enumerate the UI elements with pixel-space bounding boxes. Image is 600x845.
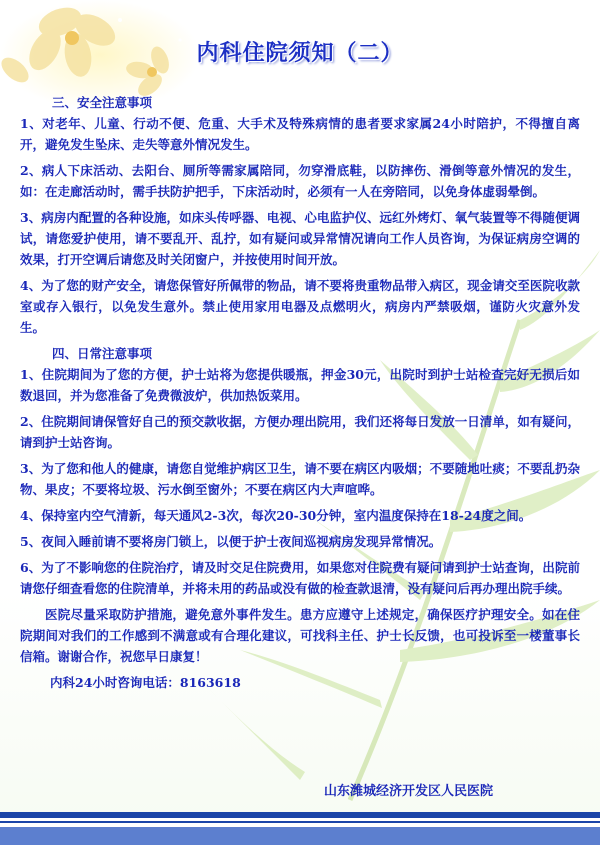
daily-section xyxy=(20,343,580,599)
list-item: 3、病房内配置的各种设施，如床头传呼器、电视、心电监护仪、远红外烤灯、氧气装置等不得随便调试，请您爱护使用，请不要乱开、乱拧，如有疑问或异常情况请向工作人员咨询，为保证病房空调的效果，打开空调后请您及时关闭窗户，并按使用时间开放。 xyxy=(20,210,580,267)
safety-section xyxy=(20,92,580,338)
section-heading: 三、安全注意事项 xyxy=(52,95,153,110)
list-item: 1、住院期间为了您的方便，护士站将为您提供暖瓶，押金30元，出院时到护士站检查完好无损后如数退回，并为您准备了免费微波炉，供加热饭菜用。 xyxy=(20,367,580,403)
notice-content xyxy=(20,92,580,693)
hospital-name: 山东潍城经济开发区人民医院 xyxy=(324,784,494,799)
list-item: 4、为了您的财产安全，请您保管好所佩带的物品，请不要将贵重物品带入病区，现金请交至医院收款室或存入银行，以免发生意外。禁止使用家用电器及点燃明火，病房内严禁吸烟，谨防火灾意外发生。 xyxy=(20,278,580,335)
list-item: 5、夜间入睡前请不要将房门锁上，以便于护士夜间巡视病房发现异常情况。 xyxy=(20,534,442,549)
closing-paragraph: 医院尽量采取防护措施，避免意外事件发生。患方应遵守上述规定，确保医疗护理安全。如在住院期间对我们的工作感到不满意或有合理化建议，可找科主任、护士长反馈，也可投诉至一楼董事长信箱。谢谢合作，祝您早日康复！ xyxy=(20,607,580,664)
list-item: 6、为了不影响您的住院治疗，请及时交足住院费用，如果您对住院费有疑问请到护士站查询，出院前请您仔细查看您的住院清单，并将未用的药品或没有做的检查款退清，没有疑问后再办理出院手续。 xyxy=(20,560,580,596)
list-item: 4、保持室内空气清新，每天通风2-3次，每次20-30分钟，室内温度保持在18-24度之间。 xyxy=(20,508,532,523)
list-item: 3、为了您和他人的健康，请您自觉维护病区卫生，请不要在病区内吸烟；不要随地吐痰；不要乱扔杂物、果皮；不要将垃圾、污水倒至窗外；不要在病区内大声喧哗。 xyxy=(20,461,580,497)
list-item: 2、病人下床活动、去阳台、厕所等需家属陪同，勿穿滑底鞋，以防摔伤、滑倒等意外情况的发生，如：在走廊活动时，需手扶防护把手，下床活动时，必须有一人在旁陪同，以免身体虚弱晕倒。 xyxy=(20,163,580,199)
hotline-text: 内科24小时咨询电话：8163618 xyxy=(50,675,241,690)
section-heading: 四、日常注意事项 xyxy=(52,346,153,361)
list-item: 1、对老年、儿童、行动不便、危重、大手术及特殊病情的患者要求家属24小时陪护，不得擅自离开，避免发生坠床、走失等意外情况发生。 xyxy=(20,116,580,152)
page-title: 内科住院须知（二） xyxy=(196,40,404,66)
list-item: 2、住院期间请保管好自己的预交款收据，方便办理出院用，我们还将每日发放一日清单，如有疑问，请到护士站咨询。 xyxy=(20,414,580,450)
footer-band xyxy=(0,812,600,845)
